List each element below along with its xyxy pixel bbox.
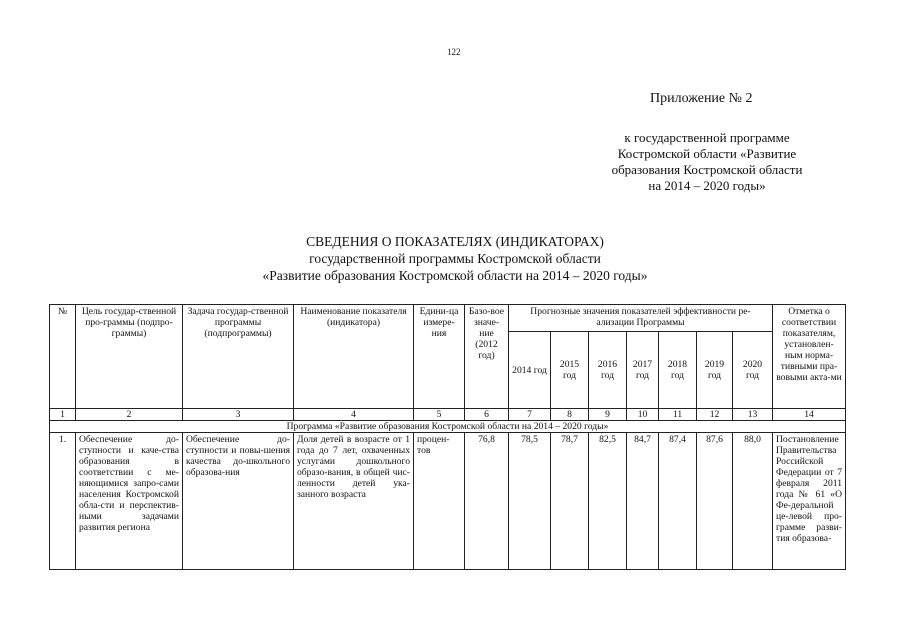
header-goal: Цель государ-ственной про-граммы (подпро-граммы)	[76, 305, 183, 409]
title-line-2: государственной программы Костромской области	[309, 251, 601, 266]
header-year: 2019 год	[697, 332, 733, 409]
document-title	[220, 233, 690, 284]
appendix-label: Приложение № 2	[650, 91, 753, 106]
header-year: 2017 год	[627, 332, 659, 409]
header-unit: Едини-ца измере-ния	[414, 305, 465, 409]
column-number: 3	[183, 409, 294, 421]
column-number: 6	[465, 409, 509, 421]
table-row	[50, 433, 846, 570]
row-indicator: Доля детей в возрасте от 1 года до 7 лет, охваченных услугами дошкольного образо-вания, в общей чис-ленности детей ука-занного возраста	[294, 433, 414, 570]
appendix-ref-line: образования Костромской области	[611, 162, 803, 177]
column-number: 2	[76, 409, 183, 421]
appendix-ref-line: Костромской области «Развитие	[617, 146, 797, 161]
title-line-3: «Развитие образования Костромской области на 2014 – 2020 годы»	[262, 268, 648, 283]
page-number: 122	[447, 47, 461, 57]
program-row	[50, 421, 846, 433]
header-year: 2014 год	[509, 332, 551, 409]
header-row	[50, 305, 846, 332]
header-base: Базо-вое значе-ние (2012 год)	[465, 305, 509, 409]
column-number: 11	[659, 409, 697, 421]
column-number: 9	[589, 409, 627, 421]
row-value: 88,0	[733, 433, 773, 570]
appendix-ref-line: на 2014 – 2020 годы»	[648, 178, 766, 193]
row-no: 1.	[50, 433, 76, 570]
column-number: 13	[733, 409, 773, 421]
column-number: 8	[551, 409, 589, 421]
appendix-ref-line: к государственной программе	[624, 130, 790, 145]
row-value: 78,5	[509, 433, 551, 570]
row-unit: процен-тов	[414, 433, 465, 570]
title-line-1: СВЕДЕНИЯ О ПОКАЗАТЕЛЯХ (ИНДИКАТОРАХ)	[306, 234, 604, 249]
program-title: Программа «Развитие образования Костромской области на 2014 – 2020 годы»	[50, 421, 846, 433]
header-indicator: Наименование показателя (индикатора)	[294, 305, 414, 409]
column-number: 10	[627, 409, 659, 421]
row-value: 84,7	[627, 433, 659, 570]
row-note: Постановление Правительства Российской Федерации от 7 февраля 2011 года № 61 «О Фе-деральной це-левой про-грамме разви-тия образова-	[773, 433, 846, 570]
row-value: 78,7	[551, 433, 589, 570]
row-task: Обеспечение до-ступности и повы-шения качества до-школьного образова-ния	[183, 433, 294, 570]
header-year: 2015 год	[551, 332, 589, 409]
header-task: Задача государ-ственной программы (подпрограммы)	[183, 305, 294, 409]
header-year: 2016 год	[589, 332, 627, 409]
row-value: 82,5	[589, 433, 627, 570]
row-value: 87,4	[659, 433, 697, 570]
column-number-row	[50, 409, 846, 421]
row-value: 87,6	[697, 433, 733, 570]
column-number: 1	[50, 409, 76, 421]
column-number: 12	[697, 409, 733, 421]
header-year: 2018 год	[659, 332, 697, 409]
header-no: №	[50, 305, 76, 409]
row-goal: Обеспечение до-ступности и каче-ства образования в соответствии с ме-няющимися запро-сами населения Костромской обла-сти и перспектив-ными задачами развития региона	[76, 433, 183, 570]
header-forecast: Прогнозные значения показателей эффективности ре-ализации Программы	[509, 305, 773, 332]
column-number: 5	[414, 409, 465, 421]
column-number: 14	[773, 409, 846, 421]
header-year: 2020 год	[733, 332, 773, 409]
appendix-reference	[592, 130, 822, 194]
header-note: Отметка о соответствии показателям, установлен-ным норма-тивными пра-вовыми акта-ми	[773, 305, 846, 409]
column-number: 7	[509, 409, 551, 421]
column-number: 4	[294, 409, 414, 421]
indicators-table	[49, 304, 846, 570]
row-base: 76,8	[465, 433, 509, 570]
